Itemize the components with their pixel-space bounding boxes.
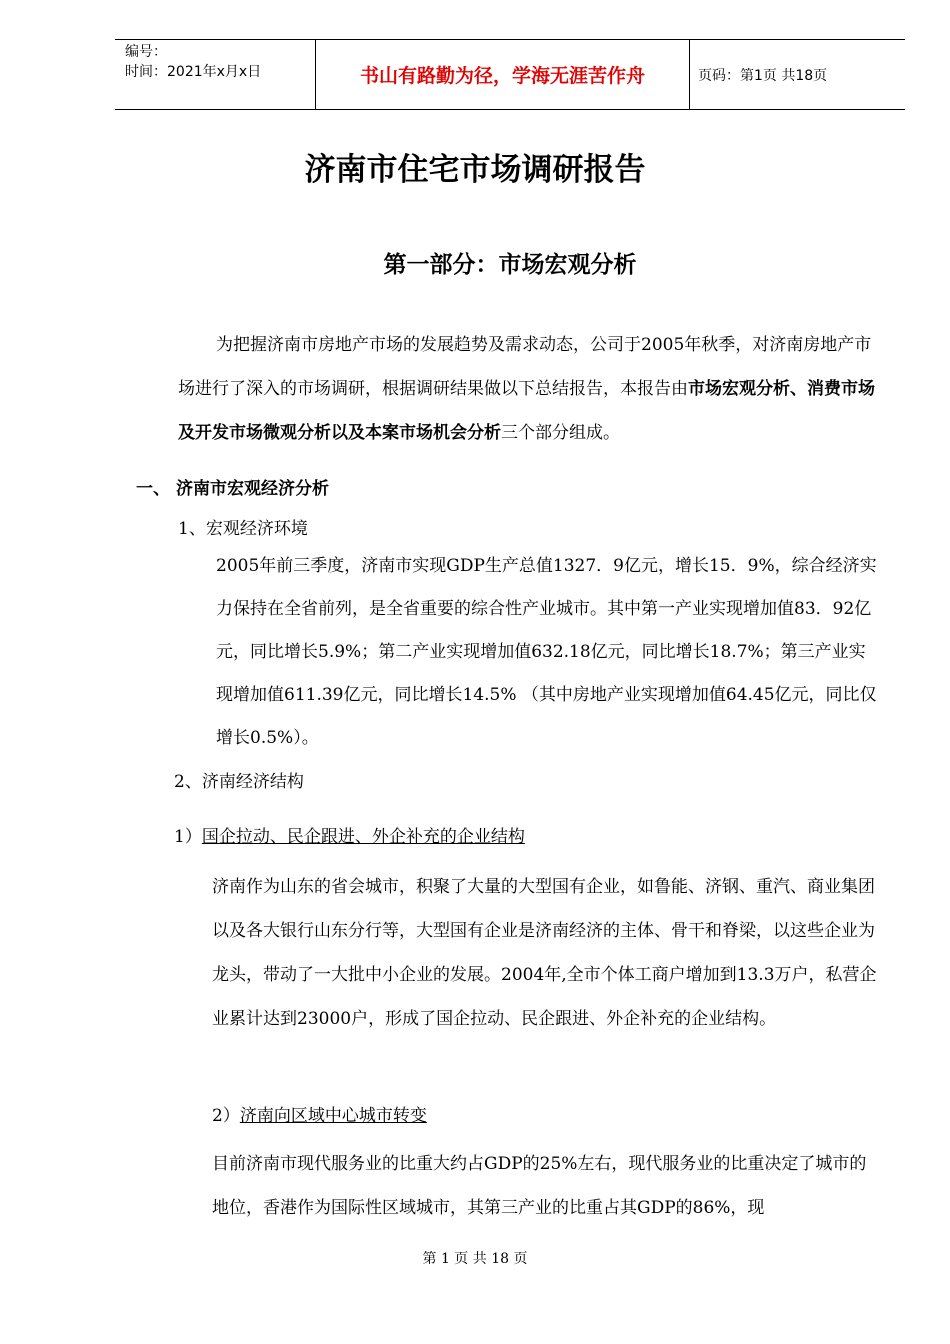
item-2-heading — [212, 1101, 427, 1126]
part-title: 第一部分：市场宏观分析 — [383, 252, 637, 278]
document-title: 济南市住宅市场调研报告 — [304, 152, 646, 188]
item-1-heading — [174, 822, 525, 847]
subsection-1-title: 1、宏观经济环境 — [178, 519, 308, 539]
item-2-title: 济南向区域中心城市转变 — [239, 1106, 427, 1126]
item-2-number: 2） — [212, 1106, 240, 1126]
item-2-body: 目前济南市现代服务业的比重大约占GDP的25%左右，现代服务业的比重决定了城市的地位，香港作为国际性区域城市，其第三产业的比重占其GDP的86%，现 — [212, 1154, 867, 1218]
subsection-2-title: 2、济南经济结构 — [174, 772, 304, 792]
time-label: 时间：2021年x月x日 — [125, 64, 262, 80]
intro-bold: 市场宏观分析、消费市场及开发市场微观分析以及本案市场机会分析 — [178, 379, 875, 443]
header-page-label: 页码：第1页 共18页 — [698, 67, 828, 84]
intro-text-1: 为把握济南市房地产市场的发展趋势及需求动态，公司于2005年秋季，对济南房地产市场进行了深入的市场调研，根据调研结果做以下总结报告，本报告由 — [178, 335, 872, 399]
subsection-1-body: 2005年前三季度，济南市实现GDP生产总值1327．9亿元，增长15．9%，综合经济实力保持在全省前列，是全省重要的综合性产业城市。其中第一产业实现增加值83．92亿元，同比增长5.9%；第二产业实现增加值632.18亿元，同比增长18.7%；第三产业实现增加值611.39亿元，同比增长14.5% （其中房地产业实现增加值64.45亿元，同比仅增长0.5%）。 — [216, 556, 877, 748]
header-table — [115, 39, 905, 110]
intro-text-2: 三个部分组成。 — [501, 423, 620, 443]
page-footer: 第 1 页 共 18 页 — [422, 1251, 528, 1267]
intro-paragraph — [178, 323, 878, 455]
item-1-title: 国企拉动、民企跟进、外企补充的企业结构 — [201, 827, 525, 847]
section-title: 济南市宏观经济分析 — [176, 479, 329, 499]
item-1-number: 1） — [174, 827, 202, 847]
section-heading — [136, 474, 329, 499]
number-label: 编号： — [125, 44, 167, 60]
header-motto: 书山有路勤为径，学海无涯苦作舟 — [316, 40, 690, 109]
header-meta-cell — [115, 40, 316, 109]
item-1-body: 济南作为山东的省会城市，积聚了大量的大型国有企业，如鲁能、济钢、重汽、商业集团以及各大银行山东分行等，大型国有企业是济南经济的主体、骨干和脊梁，以这些企业为龙头，带动了一大批中小企业的发展。2004年,全市个体工商户增加到13.3万户，私营企业累计达到23000户，形成了国企拉动、民企跟进、外企补充的企业结构。 — [212, 877, 877, 1029]
section-number: 一、 — [136, 479, 170, 499]
